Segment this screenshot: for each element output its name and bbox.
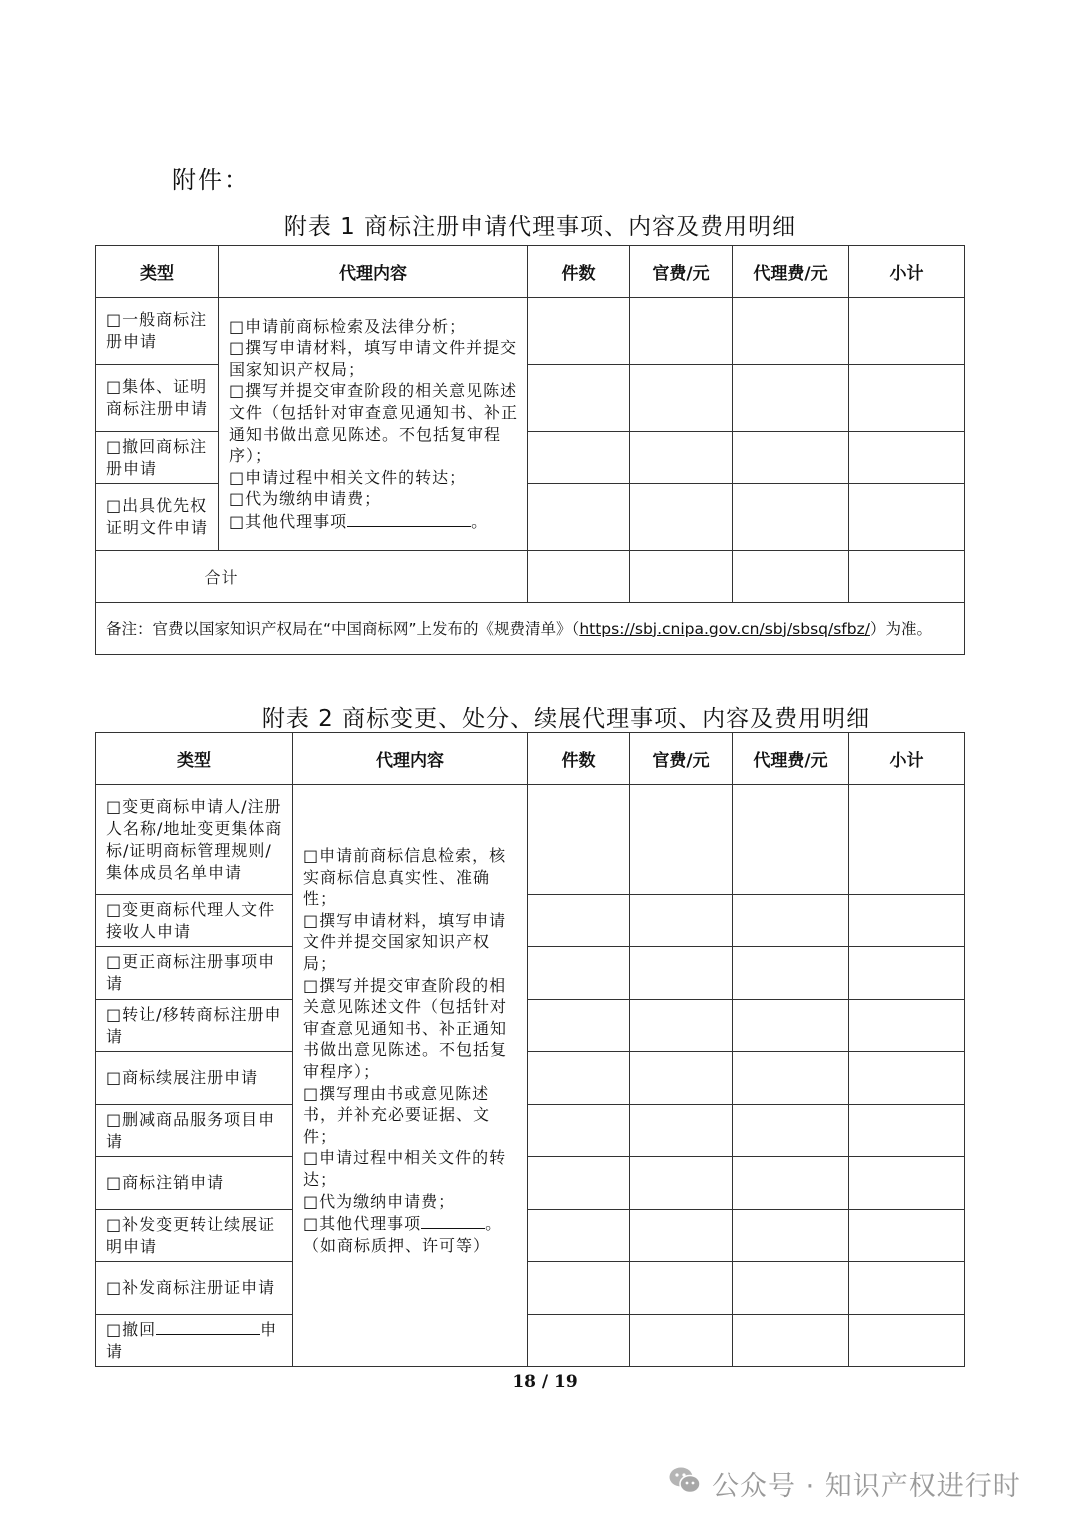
- official-fee-cell: [630, 484, 733, 551]
- count-cell: [528, 298, 630, 365]
- subtotal-cell: [849, 551, 965, 603]
- attachment-label: 附件：: [172, 166, 250, 194]
- official-fee-cell: [630, 1157, 733, 1210]
- agency-fee-cell: [733, 947, 849, 1000]
- content-line: □代为缴纳申请费；: [229, 489, 382, 509]
- table-row: [96, 1210, 965, 1262]
- table-row: [96, 298, 965, 365]
- agency-fee-cell: [733, 1000, 849, 1052]
- content-other-suffix: 。: [485, 1214, 503, 1234]
- subtotal-cell: [849, 484, 965, 551]
- page-number: 18 / 19: [512, 1372, 578, 1392]
- content-other-prefix: □其他代理事项: [303, 1214, 422, 1234]
- last-type-prefix: □撤回: [106, 1320, 157, 1339]
- subtotal-cell: [849, 1262, 965, 1315]
- content-other-note: （如商标质押、许可等）: [303, 1235, 491, 1255]
- table1-header-row: [96, 246, 965, 298]
- table-row: [96, 1262, 965, 1315]
- fill-in-blank: [347, 510, 471, 527]
- content-line: □撰写申请材料，填写申请文件并提交国家知识产权局；: [303, 910, 507, 973]
- official-fee-cell: [630, 947, 733, 1000]
- subtotal-cell: [849, 365, 965, 432]
- agency-fee-cell: [733, 1315, 849, 1367]
- table2-header-count: 件数: [528, 733, 630, 785]
- subtotal-cell: [849, 947, 965, 1000]
- content-line: □代为缴纳申请费；: [303, 1191, 456, 1211]
- subtotal-cell: [849, 298, 965, 365]
- table2-content-cell: [293, 785, 528, 1367]
- table1: [95, 245, 965, 655]
- table2-header-type: 类型: [96, 733, 293, 785]
- table2-header-subtotal: 小计: [849, 733, 965, 785]
- count-cell: [528, 785, 630, 895]
- table2-type-cell: □删减商品服务项目申请: [96, 1105, 293, 1157]
- table1-content-cell: [219, 298, 528, 551]
- fill-in-blank: [156, 1318, 260, 1335]
- table1-header-type: 类型: [96, 246, 219, 298]
- content-line: □申请前商标信息检索，核实商标信息真实性、准确性；: [303, 846, 507, 909]
- table1-header-official-fee: 官费/元: [630, 246, 733, 298]
- agency-fee-cell: [733, 365, 849, 432]
- official-fee-cell: [630, 365, 733, 432]
- agency-fee-cell: [733, 298, 849, 365]
- content-line: □撰写并提交审查阶段的相关意见陈述文件（包括针对审查意见通知书、补正通知书做出意见陈述。不包括复审程序）；: [229, 381, 519, 466]
- content-line-other: [303, 1212, 519, 1235]
- subtotal-cell: [849, 1105, 965, 1157]
- agency-fee-cell: [733, 551, 849, 603]
- agency-fee-cell: [733, 1105, 849, 1157]
- table1-total-row: [96, 551, 965, 603]
- official-fee-cell: [630, 785, 733, 895]
- table1-note-row: [96, 603, 965, 655]
- official-fee-cell: [630, 1052, 733, 1105]
- count-cell: [528, 432, 630, 484]
- content-line-other: [229, 510, 519, 533]
- count-cell: [528, 551, 630, 603]
- table1-header-count: 件数: [528, 246, 630, 298]
- subtotal-cell: [849, 1157, 965, 1210]
- table1-type-cell: □集体、证明商标注册申请: [96, 365, 219, 432]
- note-text-end: ）为准。: [869, 619, 932, 638]
- table-row: [96, 785, 965, 895]
- table2: [95, 732, 965, 1367]
- content-other-suffix: 。: [471, 511, 489, 531]
- content-line: □撰写并提交审查阶段的相关意见陈述文件（包括针对审查意见通知书、补正通知书做出意见陈述。不包括复审程序）；: [303, 975, 508, 1081]
- table1-header-subtotal: 小计: [849, 246, 965, 298]
- content-other-prefix: □其他代理事项: [229, 511, 348, 531]
- table1-total-label: 合计: [96, 551, 528, 603]
- table2-type-cell: □转让/移转商标注册申请: [96, 1000, 293, 1052]
- table1-type-cell: □一般商标注册申请: [96, 298, 219, 365]
- table2-type-cell: □补发变更转让续展证明申请: [96, 1210, 293, 1262]
- table2-type-cell: □补发商标注册证申请: [96, 1262, 293, 1315]
- agency-fee-cell: [733, 432, 849, 484]
- table1-type-cell: □出具优先权证明文件申请: [96, 484, 219, 551]
- count-cell: [528, 1157, 630, 1210]
- subtotal-cell: [849, 1315, 965, 1367]
- agency-fee-cell: [733, 785, 849, 895]
- table2-type-cell: □更正商标注册事项申请: [96, 947, 293, 1000]
- table1-caption: 附表 1 商标注册申请代理事项、内容及费用明细: [283, 214, 797, 240]
- table2-header-row: [96, 733, 965, 785]
- count-cell: [528, 1105, 630, 1157]
- count-cell: [528, 1000, 630, 1052]
- table1-note: [96, 603, 965, 655]
- table-row: [96, 1052, 965, 1105]
- agency-fee-cell: [733, 895, 849, 947]
- watermark-text: 公众号 · 知识产权进行时: [712, 1471, 1021, 1502]
- official-fee-cell: [630, 551, 733, 603]
- count-cell: [528, 1210, 630, 1262]
- table2-type-cell-last: [96, 1315, 293, 1367]
- table-row: [96, 1000, 965, 1052]
- official-fee-cell: [630, 1105, 733, 1157]
- table2-header-content: 代理内容: [293, 733, 528, 785]
- official-fee-cell: [630, 432, 733, 484]
- last-type-suffix: 申请: [106, 1320, 278, 1361]
- official-fee-cell: [630, 1210, 733, 1262]
- table2-type-cell: □商标续展注册申请: [96, 1052, 293, 1105]
- official-fee-cell: [630, 895, 733, 947]
- official-fee-cell: [630, 298, 733, 365]
- table2-type-cell: □商标注销申请: [96, 1157, 293, 1210]
- note-link[interactable]: https://sbj.cnipa.gov.cn/sbj/sbsq/sfbz/: [579, 619, 870, 638]
- agency-fee-cell: [733, 1262, 849, 1315]
- count-cell: [528, 365, 630, 432]
- content-line: □申请前商标检索及法律分析；: [229, 316, 467, 336]
- table-row: [96, 1105, 965, 1157]
- note-text: 备注：官费以国家知识产权局在“中国商标网”上发布的《规费清单》（: [106, 619, 580, 638]
- content-line: □申请过程中相关文件的转达；: [229, 467, 467, 487]
- count-cell: [528, 895, 630, 947]
- official-fee-cell: [630, 1315, 733, 1367]
- official-fee-cell: [630, 1262, 733, 1315]
- subtotal-cell: [849, 1210, 965, 1262]
- content-line: □申请过程中相关文件的转达；: [303, 1148, 507, 1189]
- table2-header-agency-fee: 代理费/元: [733, 733, 849, 785]
- count-cell: [528, 947, 630, 1000]
- agency-fee-cell: [733, 1052, 849, 1105]
- subtotal-cell: [849, 1000, 965, 1052]
- table-row: [96, 1157, 965, 1210]
- subtotal-cell: [849, 432, 965, 484]
- wechat-icon: [668, 1465, 702, 1502]
- content-line: □撰写申请材料，填写申请文件并提交国家知识产权局；: [229, 338, 518, 379]
- table1-header-content: 代理内容: [219, 246, 528, 298]
- table2-header-official-fee: 官费/元: [630, 733, 733, 785]
- count-cell: [528, 484, 630, 551]
- agency-fee-cell: [733, 484, 849, 551]
- fill-in-blank: [421, 1212, 485, 1229]
- table1-header-agency-fee: 代理费/元: [733, 246, 849, 298]
- table-row: [96, 1315, 965, 1367]
- watermark: [668, 1464, 1021, 1503]
- subtotal-cell: [849, 895, 965, 947]
- agency-fee-cell: [733, 1157, 849, 1210]
- agency-fee-cell: [733, 1210, 849, 1262]
- table2-type-cell: □变更商标申请人/注册人名称/地址变更集体商标/证明商标管理规则/集体成员名单申请: [96, 785, 293, 895]
- table-row: [96, 947, 965, 1000]
- content-line: □撰写理由书或意见陈述书，并补充必要证据、文件；: [303, 1083, 491, 1146]
- table2-type-cell: □变更商标代理人文件接收人申请: [96, 895, 293, 947]
- count-cell: [528, 1262, 630, 1315]
- table-row: [96, 895, 965, 947]
- count-cell: [528, 1052, 630, 1105]
- table2-caption: 附表 2 商标变更、处分、续展代理事项、内容及费用明细: [261, 706, 871, 732]
- subtotal-cell: [849, 1052, 965, 1105]
- subtotal-cell: [849, 785, 965, 895]
- table1-type-cell: □撤回商标注册申请: [96, 432, 219, 484]
- official-fee-cell: [630, 1000, 733, 1052]
- count-cell: [528, 1315, 630, 1367]
